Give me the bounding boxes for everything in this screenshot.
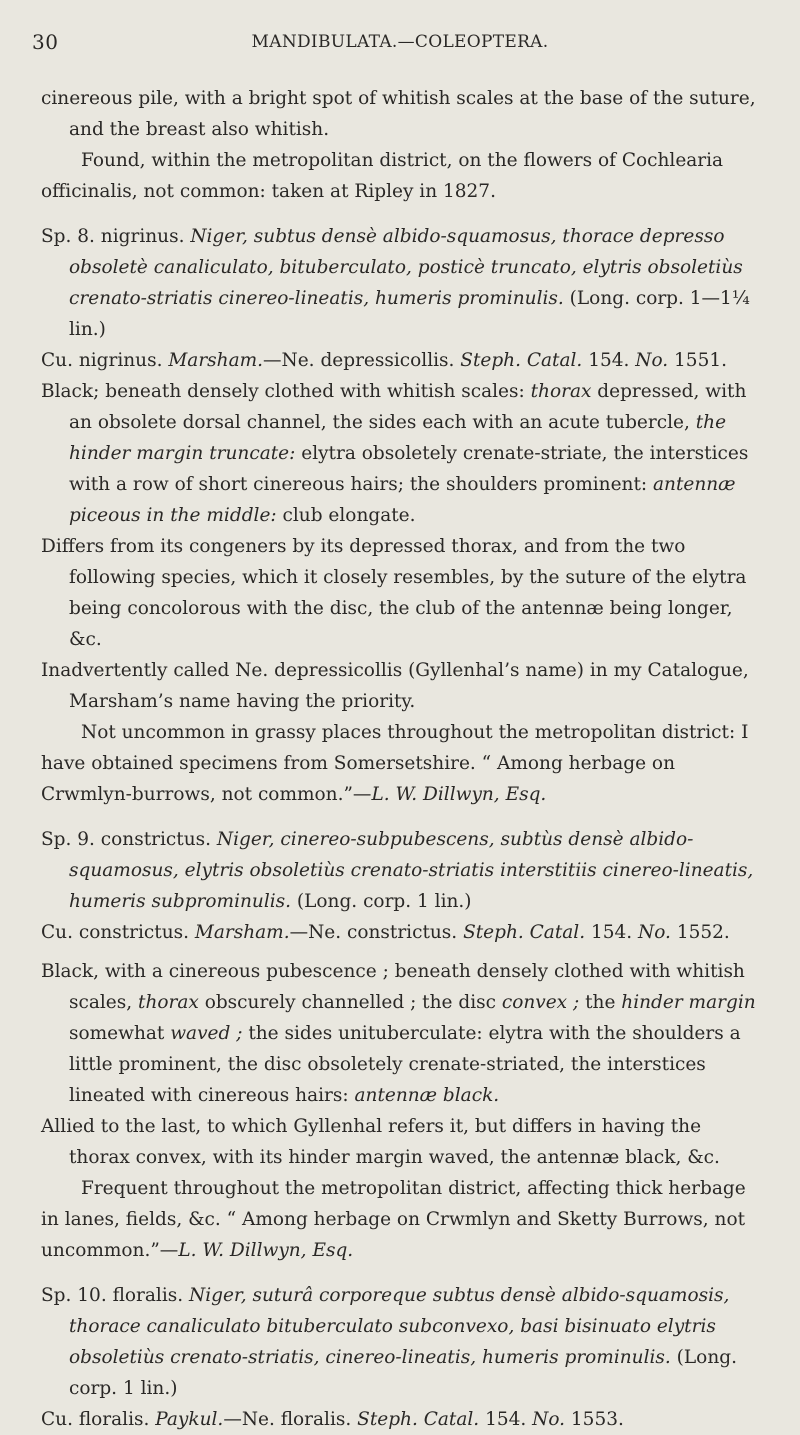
running-head: MANDIBULATA.—COLEOPTERA. bbox=[251, 32, 549, 52]
page-header bbox=[32, 30, 768, 60]
paragraph-b2: Found, within the metropolitan district, on the flowers of Cochlearia officinalis, not common: taken at Ripley in 1827. bbox=[41, 150, 724, 202]
paragraph-gap bbox=[41, 207, 766, 221]
paragraph-b10: Cu. constrictus. Marsham.—Ne. constrictus. Steph. Catal. 154. No. 1552. bbox=[41, 922, 730, 943]
paragraph-b11: Black, with a cinereous pubescence ; beneath densely clothed with whitish scales, thorax obscurely channelled ; the disc convex ; the hinder margin somewhat waved ; the sides unituberculate: elytra with the shoulders a little prominent, the disc obsoletely crenate-striated, the interstices lineated with cinereous hairs: antennæ black. bbox=[41, 961, 756, 1106]
paragraph-gap bbox=[41, 948, 766, 956]
paragraph-b13: Frequent throughout the metropolitan district, affecting thick herbage in lanes, fields, &c. “ Among herbage on Crwmlyn and Sketty Burrows, not uncommon.”—L. W. Dillwyn, Esq. bbox=[41, 1178, 746, 1261]
paragraph-b7: Inadvertently called Ne. depressicollis (Gyllenhal’s name) in my Catalogue, Marsham’s name having the priority. bbox=[41, 660, 749, 712]
paragraph-b1: cinereous pile, with a bright spot of whitish scales at the base of the suture, and the breast also whitish. bbox=[41, 88, 756, 140]
paragraph-b6: Differs from its congeners by its depressed thorax, and from the two following species, which it closely resembles, by the suture of the elytra being concolorous with the disc, the club of the antennæ being longer, &c. bbox=[41, 536, 747, 650]
paragraph-b12: Allied to the last, to which Gyllenhal refers it, but differs in having the thorax convex, with its hinder margin waved, the antennæ black, &c. bbox=[41, 1116, 720, 1168]
page-number: 30 bbox=[32, 30, 59, 54]
paragraph-b15: Cu. floralis. Paykul.—Ne. floralis. Steph. Catal. 154. No. 1553. bbox=[41, 1409, 624, 1430]
paragraph-gap bbox=[41, 1266, 766, 1280]
paragraph-b5: Black; beneath densely clothed with whitish scales: thorax depressed, with an obsolete dorsal channel, the sides each with an acute tubercle, the hinder margin truncate: elytra obsoletely crenate-striate, the interstices with a row of short cinereous hairs; the shoulders prominent: antennæ piceous in the middle: club elongate. bbox=[41, 381, 749, 526]
paragraph-b14: Sp. 10. floralis. Niger, suturâ corporeque subtus densè albido-squamosis, thorace canaliculato bituberculato subconvexo, basi bisinuato elytris obsoletiùs crenato-striatis, cinereo-lineatis, humeris prominulis. (Long. corp. 1 lin.) bbox=[41, 1285, 737, 1399]
page-body bbox=[41, 83, 766, 1435]
paragraph-b9: Sp. 9. constrictus. Niger, cinereo-subpubescens, subtùs densè albido-squamosus, elytris obsoletiùs crenato-striatis interstitiis cinereo-lineatis, humeris subprominulis. (Long. corp. 1 lin.) bbox=[41, 829, 754, 912]
paragraph-b4: Cu. nigrinus. Marsham.—Ne. depressicollis. Steph. Catal. 154. No. 1551. bbox=[41, 350, 727, 371]
paragraph-gap bbox=[41, 810, 766, 824]
paragraph-b8: Not uncommon in grassy places throughout the metropolitan district: I have obtained specimens from Somersetshire. “ Among herbage on Crwmlyn-burrows, not common.”—L. W. Dillwyn, Esq. bbox=[41, 722, 749, 805]
paragraph-b3: Sp. 8. nigrinus. Niger, subtus densè albido-squamosus, thorace depresso obsoletè canaliculato, bituberculato, posticè truncato, elytris obsoletiùs crenato-striatis cinereo-lineatis, humeris prominulis. (Long. corp. 1—1¼ lin.) bbox=[41, 226, 750, 340]
